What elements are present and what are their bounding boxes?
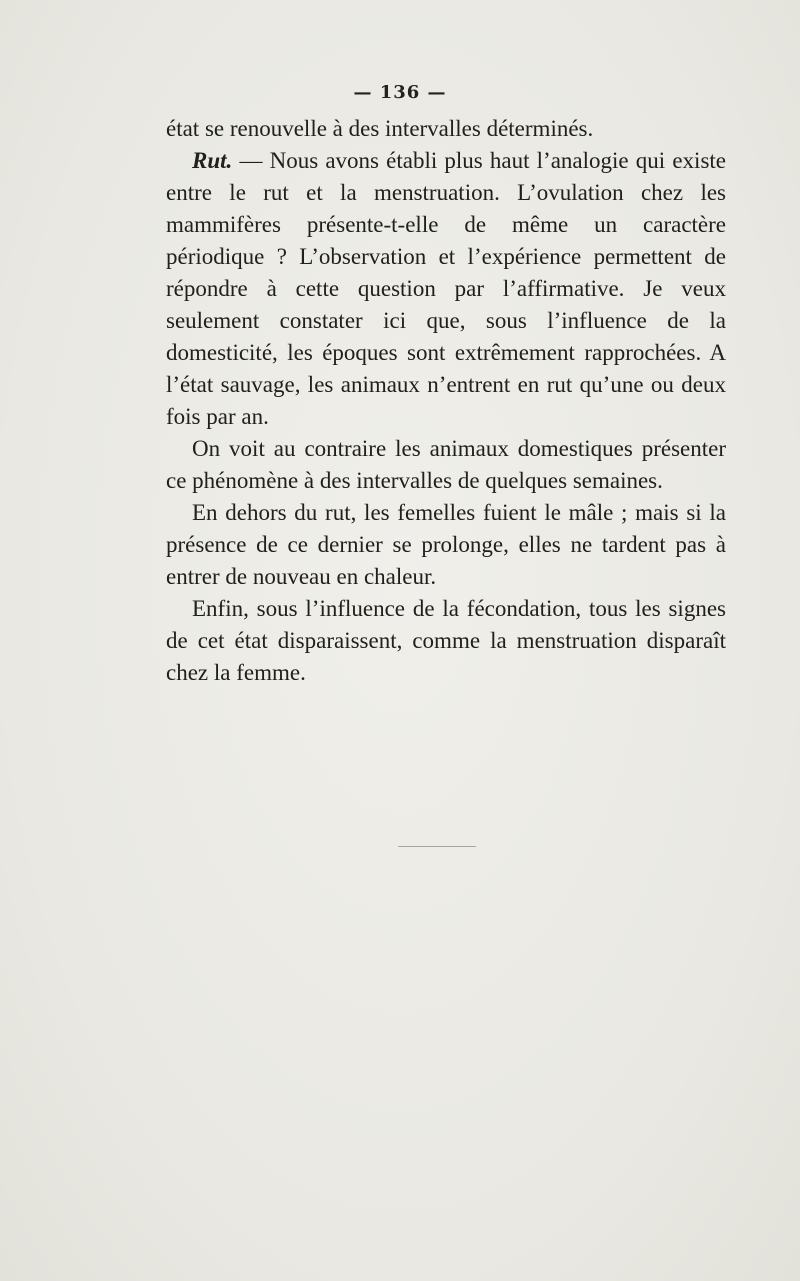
paragraph	[166, 433, 726, 497]
paragraph-rut	[166, 145, 726, 433]
paragraph-text: On voit au contraire les animaux domestiques présenter ce phénomène à des intervalles de quelques semaines.	[166, 436, 726, 493]
runin-heading: Rut.	[192, 148, 233, 173]
page-number: — 136 —	[353, 82, 447, 103]
paragraph-text: Enfin, sous l’influence de la fécondation, tous les signes de cet état disparaissent, comme la menstruation disparaît chez la femme.	[166, 596, 726, 685]
paragraph-text: En dehors du rut, les femelles fuient le mâle ; mais si la présence de ce dernier se prolonge, elles ne tardent pas à entrer de nouveau en chaleur.	[166, 500, 726, 589]
paragraph-continuation	[166, 113, 726, 145]
paragraph-text: état se renouvelle à des intervalles déterminés.	[166, 116, 594, 141]
body-text	[166, 113, 726, 689]
paragraph	[166, 593, 726, 689]
paragraph	[166, 497, 726, 593]
section-end-rule	[398, 846, 476, 847]
paragraph-text: — Nous avons établi plus haut l’analogie qui existe entre le rut et la menstruation. L’ovulation chez les mammifères présente-t-elle de même un caractère périodique ? L’observation et l’expérience permettent de répondre à cette question par l’affirmative. Je veux seulement constater ici que, sous l’influence de la domesticité, les époques sont extrêmement rapprochées. A l’état sauvage, les animaux n’entrent en rut qu’une ou deux fois par an.	[166, 148, 726, 429]
